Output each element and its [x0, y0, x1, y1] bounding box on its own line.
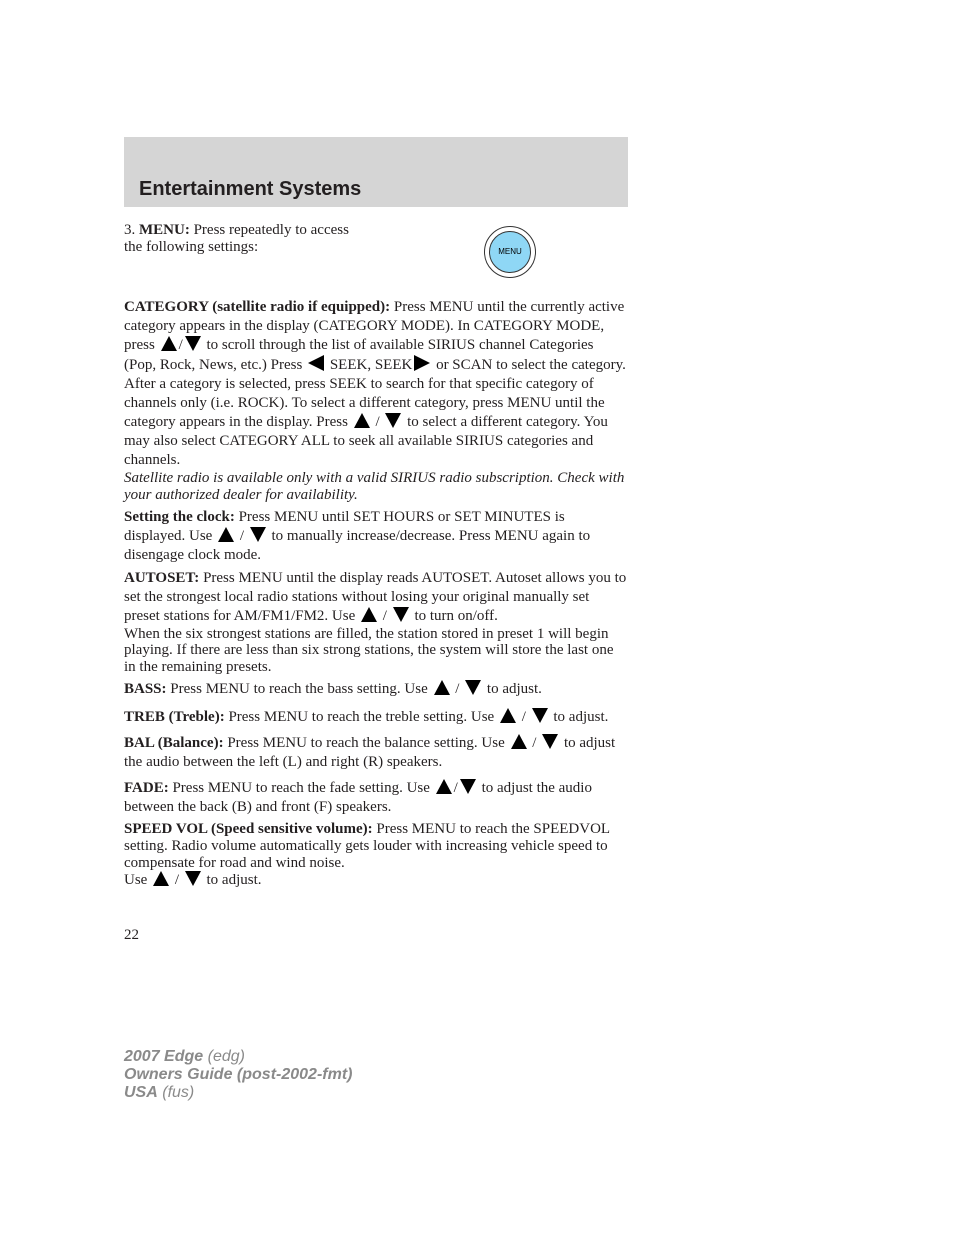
speedvol-use: Use / to adjust. — [124, 872, 262, 889]
down-arrow-icon — [393, 607, 409, 622]
down-arrow-icon — [532, 708, 548, 723]
page-number: 22 — [124, 927, 139, 943]
up-arrow-icon — [500, 708, 516, 723]
up-arrow-icon — [511, 734, 527, 749]
up-arrow-icon — [218, 527, 234, 542]
footer-line-2: Owners Guide (post-2002-fmt) — [124, 1066, 353, 1083]
up-arrow-icon — [153, 871, 169, 886]
menu-intro — [124, 222, 628, 298]
down-arrow-icon — [185, 871, 201, 886]
sirius-note: Satellite radio is available only with a valid SIRIUS radio subscription. Check with your authorized dealer for availability. — [124, 470, 625, 503]
page-content — [124, 222, 628, 890]
seek-right-arrow-icon — [414, 355, 430, 371]
down-arrow-icon — [250, 527, 266, 542]
fade-paragraph: FADE: Press MENU to reach the fade setting. Use / to adjust the audio between the back (B) and front (F) speakers. — [124, 779, 592, 815]
down-arrow-icon — [542, 734, 558, 749]
up-arrow-icon — [354, 413, 370, 428]
category-paragraph: CATEGORY (satellite radio if equipped): Press MENU until the currently active category appears in the display (CATEGORY MODE). In CATEGORY MODE, press / to scroll through the list of available SIRIUS channel Categories (Pop, Rock, News, etc.) Press SEEK, SEEK or SCAN to select the category. After a category is selected, press SEEK to search for that specific category of channels only (i.e. ROCK). To select a different category, press MENU until the category appears in the display. Press / to select a different category. You may also select CATEGORY ALL to seek all available SIRIUS categories and channels. — [124, 299, 626, 468]
down-arrow-icon — [385, 413, 401, 428]
speedvol-paragraph: SPEED VOL (Speed sensitive volume): Press MENU to reach the SPEEDVOL setting. Radio volume automatically gets louder with increasing vehicle speed to compensate for road and wind noise. — [124, 820, 610, 871]
down-arrow-icon — [185, 336, 201, 351]
menu-button-label: MENU — [489, 231, 531, 273]
menu-button-icon — [484, 226, 536, 278]
footer-line-3: USA (fus) — [124, 1084, 195, 1101]
section-title: Entertainment Systems — [139, 178, 362, 200]
footer-line-1: 2007 Edge (edg) — [124, 1048, 245, 1065]
autoset-detail: When the six strongest stations are filled, the station stored in preset 1 will begin playing. If there are less than six strong stations, the system will store the last one in the remaining presets. — [124, 625, 614, 676]
section-header — [124, 137, 628, 207]
document-footer — [124, 1048, 352, 1102]
clock-paragraph: Setting the clock: Press MENU until SET HOURS or SET MINUTES is displayed. Use / to manually increase/decrease. Press MENU again to disengage clock mode. — [124, 508, 591, 563]
bass-paragraph: BASS: Press MENU to reach the bass setting. Use / to adjust. — [124, 680, 542, 697]
up-arrow-icon — [161, 336, 177, 351]
seek-left-arrow-icon — [308, 355, 324, 371]
menu-intro-text: 3. MENU: Press repeatedly to access the following settings: — [124, 222, 349, 255]
down-arrow-icon — [460, 779, 476, 794]
balance-paragraph: BAL (Balance): Press MENU to reach the balance setting. Use / to adjust the audio between the left (L) and right (R) speakers. — [124, 734, 616, 770]
autoset-paragraph: AUTOSET: Press MENU until the display reads AUTOSET. Autoset allows you to set the strongest local radio stations without losing your original manually set preset stations for AM/FM1/FM2. Use / to turn on/off. — [124, 569, 627, 624]
up-arrow-icon — [434, 680, 450, 695]
up-arrow-icon — [436, 779, 452, 794]
up-arrow-icon — [361, 607, 377, 622]
treble-paragraph: TREB (Treble): Press MENU to reach the treble setting. Use / to adjust. — [124, 708, 609, 725]
down-arrow-icon — [465, 680, 481, 695]
